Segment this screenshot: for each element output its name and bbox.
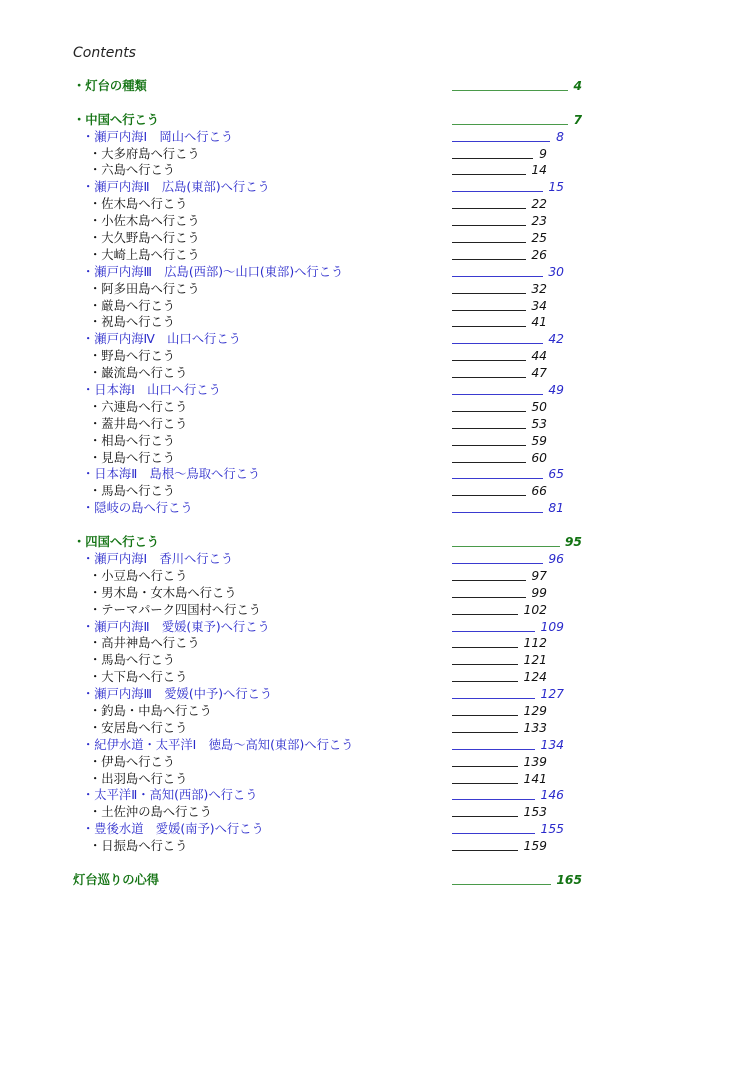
leader-line	[452, 766, 518, 767]
toc-item[interactable]	[0, 568, 755, 585]
toc-item[interactable]	[0, 314, 755, 331]
leader-line	[452, 360, 526, 361]
toc-entry-label: 灯台巡りの心得	[73, 872, 160, 887]
toc-page-number: 32	[531, 281, 547, 296]
toc-page-number: 109	[540, 619, 564, 634]
leader-line	[452, 242, 526, 243]
toc-page-number: 112	[523, 636, 547, 651]
toc-entry-label: ・隠岐の島へ行こう	[82, 501, 193, 516]
toc-item[interactable]	[0, 281, 755, 298]
toc-item[interactable]	[0, 838, 755, 855]
toc-entry-label: ・安居島へ行こう	[89, 720, 188, 735]
toc-entry-label: ・瀬戸内海Ⅱ 広島(東部)へ行こう	[82, 180, 270, 195]
toc-entry-label: ・大崎上島へ行こう	[89, 247, 200, 262]
toc-chapter[interactable]	[0, 179, 755, 196]
toc-chapter[interactable]	[0, 551, 755, 568]
leader-line	[452, 124, 568, 125]
toc-entry-label: ・釣島・中島へ行こう	[89, 703, 212, 718]
leader-line	[452, 597, 526, 598]
leader-line	[452, 208, 526, 209]
leader-line	[452, 158, 533, 159]
leader-line	[452, 715, 518, 716]
toc-page-number: 129	[523, 703, 547, 718]
toc-item[interactable]	[0, 771, 755, 788]
toc-page-number: 59	[531, 433, 547, 448]
toc-chapter[interactable]	[0, 264, 755, 281]
toc-page-number: 146	[540, 788, 564, 803]
toc-page-number: 50	[531, 399, 547, 414]
toc-entry-label: ・相島へ行こう	[89, 433, 176, 448]
toc-entry-label: ・高井神島へ行こう	[89, 636, 200, 651]
toc-entry-label: ・日本海Ⅰ 山口へ行こう	[82, 383, 221, 398]
leader-line	[452, 783, 518, 784]
leader-line	[452, 445, 526, 446]
toc-item[interactable]	[0, 669, 755, 686]
toc-item[interactable]	[0, 247, 755, 264]
leader-line	[452, 749, 535, 750]
leader-line	[452, 478, 543, 479]
toc-entry-label: ・小佐木島へ行こう	[89, 214, 200, 229]
toc-item[interactable]	[0, 720, 755, 737]
toc-entry-label: ・蓋井島へ行こう	[89, 416, 188, 431]
toc-entry-label: ・小豆島へ行こう	[89, 568, 188, 583]
leader-line	[452, 377, 526, 378]
toc-entry-label: ・瀬戸内海Ⅲ 広島(西部)～山口(東部)へ行こう	[82, 264, 344, 279]
contents-heading: Contents	[73, 45, 136, 61]
toc-entry-label: ・男木島・女木島へ行こう	[89, 585, 237, 600]
toc-page-number: 66	[531, 484, 547, 499]
toc-entry-label: ・テーマパーク四国村へ行こう	[89, 602, 262, 617]
leader-line	[452, 833, 535, 834]
section-gap	[0, 95, 755, 112]
toc-page-number: 60	[531, 450, 547, 465]
leader-line	[452, 647, 518, 648]
toc-page-number: 159	[523, 839, 547, 854]
toc-page-number: 153	[523, 805, 547, 820]
leader-line	[452, 614, 518, 615]
table-of-contents	[0, 78, 755, 889]
toc-item[interactable]	[0, 298, 755, 315]
toc-entry-label: ・佐木島へ行こう	[89, 197, 188, 212]
toc-entry-label: ・出羽島へ行こう	[89, 771, 188, 786]
toc-page-number: 134	[540, 737, 564, 752]
leader-line	[452, 326, 526, 327]
toc-entry-label: ・灯台の種類	[73, 79, 147, 93]
leader-line	[452, 664, 518, 665]
toc-item[interactable]	[0, 804, 755, 821]
toc-entry-label: ・馬島へ行こう	[89, 653, 176, 668]
toc-item[interactable]	[0, 450, 755, 467]
toc-item[interactable]	[0, 585, 755, 602]
toc-page-number: 15	[548, 180, 564, 195]
toc-item[interactable]	[0, 365, 755, 382]
toc-page-number: 141	[523, 771, 547, 786]
toc-entry-label: ・中国へ行こう	[73, 112, 160, 127]
leader-line	[452, 495, 526, 496]
section-gap	[0, 855, 755, 872]
toc-chapter[interactable]	[0, 466, 755, 483]
toc-entry-label: ・野島へ行こう	[89, 349, 176, 364]
toc-item[interactable]	[0, 635, 755, 652]
leader-line	[452, 799, 535, 800]
leader-line	[452, 141, 550, 142]
toc-entry-label: ・大多府島へ行こう	[89, 146, 200, 161]
toc-item[interactable]	[0, 602, 755, 619]
toc-entry-label: ・見島へ行こう	[89, 450, 176, 465]
toc-chapter[interactable]	[0, 686, 755, 703]
toc-page-number: 26	[531, 247, 547, 262]
toc-page-number: 102	[523, 602, 547, 617]
leader-line	[452, 293, 526, 294]
toc-page-number: 139	[523, 754, 547, 769]
toc-item[interactable]	[0, 399, 755, 416]
leader-line	[452, 631, 535, 632]
toc-chapter[interactable]	[0, 821, 755, 838]
leader-line	[452, 174, 526, 175]
toc-entry-label: ・大下島へ行こう	[89, 670, 188, 685]
section-gap	[0, 517, 755, 534]
toc-entry-label: ・瀬戸内海Ⅳ 山口へ行こう	[82, 332, 241, 347]
toc-page-number: 95	[564, 535, 582, 550]
toc-item[interactable]	[0, 146, 755, 163]
toc-page-number: 34	[531, 298, 547, 313]
toc-page-number: 7	[573, 112, 582, 127]
toc-entry-label: ・豊後水道 愛媛(南予)へ行こう	[82, 822, 264, 837]
toc-page-number: 155	[540, 822, 564, 837]
toc-page-number: 8	[556, 129, 564, 144]
toc-chapter[interactable]	[0, 619, 755, 636]
toc-chapter[interactable]	[0, 129, 755, 146]
leader-line	[452, 816, 518, 817]
toc-entry-label: ・瀬戸内海Ⅰ 香川へ行こう	[82, 551, 234, 566]
leader-line	[452, 884, 551, 885]
toc-entry-label: ・阿多田島へ行こう	[89, 281, 200, 296]
toc-page-number: 121	[523, 653, 547, 668]
toc-page-number: 97	[531, 568, 547, 583]
toc-entry-label: ・日本海Ⅱ 島根～鳥取へ行こう	[82, 467, 261, 482]
leader-line	[452, 681, 518, 682]
toc-page-number: 42	[548, 332, 564, 347]
toc-item[interactable]	[0, 213, 755, 230]
toc-item[interactable]	[0, 433, 755, 450]
leader-line	[452, 411, 526, 412]
toc-entry-label: ・土佐沖の島へ行こう	[89, 805, 212, 820]
leader-line	[452, 428, 526, 429]
leader-line	[452, 563, 543, 564]
toc-page-number: 165	[556, 872, 582, 887]
toc-item[interactable]	[0, 703, 755, 720]
leader-line	[452, 850, 518, 851]
toc-chapter[interactable]	[0, 787, 755, 804]
leader-line	[452, 546, 560, 547]
toc-section[interactable]	[0, 112, 755, 129]
toc-entry-label: ・瀬戸内海Ⅰ 岡山へ行こう	[82, 129, 234, 144]
toc-entry-label: ・日振島へ行こう	[89, 839, 188, 854]
toc-item[interactable]	[0, 754, 755, 771]
toc-page-number: 81	[548, 501, 564, 516]
toc-item[interactable]	[0, 652, 755, 669]
toc-page-number: 41	[531, 315, 547, 330]
toc-item[interactable]	[0, 348, 755, 365]
toc-section[interactable]	[0, 78, 755, 95]
toc-item[interactable]	[0, 162, 755, 179]
toc-item[interactable]	[0, 483, 755, 500]
leader-line	[452, 394, 543, 395]
leader-line	[452, 259, 526, 260]
leader-line	[452, 343, 543, 344]
toc-page-number: 65	[548, 467, 564, 482]
toc-entry-label: ・六島へ行こう	[89, 163, 176, 178]
toc-chapter[interactable]	[0, 331, 755, 348]
toc-page-number: 49	[548, 383, 564, 398]
leader-line	[452, 225, 526, 226]
toc-entry-label: ・大久野島へ行こう	[89, 231, 200, 246]
toc-entry-label: ・馬島へ行こう	[89, 484, 176, 499]
toc-entry-label: ・巌流島へ行こう	[89, 366, 188, 381]
toc-page-number: 23	[531, 214, 547, 229]
leader-line	[452, 698, 535, 699]
toc-chapter[interactable]	[0, 500, 755, 517]
toc-page-number: 133	[523, 720, 547, 735]
toc-item[interactable]	[0, 196, 755, 213]
toc-entry-label: ・四国へ行こう	[73, 535, 160, 550]
leader-line	[452, 310, 526, 311]
toc-page-number: 124	[523, 670, 547, 685]
toc-page-number: 4	[573, 79, 582, 93]
leader-line	[452, 276, 543, 277]
leader-line	[452, 512, 543, 513]
toc-section[interactable]	[0, 872, 755, 889]
toc-entry-label: ・紀伊水道・太平洋Ⅰ 徳島～高知(東部)へ行こう	[82, 737, 354, 752]
toc-entry-label: ・瀬戸内海Ⅱ 愛媛(東予)へ行こう	[82, 619, 270, 634]
leader-line	[452, 90, 568, 91]
toc-page-number: 44	[531, 349, 547, 364]
toc-page-number: 14	[531, 163, 547, 178]
toc-page-number: 9	[539, 146, 547, 161]
toc-page-number: 22	[531, 197, 547, 212]
toc-page-number: 30	[548, 264, 564, 279]
toc-page-number: 96	[548, 551, 564, 566]
toc-entry-label: ・祝島へ行こう	[89, 315, 176, 330]
toc-section[interactable]	[0, 534, 755, 551]
leader-line	[452, 191, 543, 192]
toc-entry-label: ・太平洋Ⅱ・高知(西部)へ行こう	[82, 788, 258, 803]
toc-chapter[interactable]	[0, 737, 755, 754]
toc-page-number: 127	[540, 687, 564, 702]
toc-entry-label: ・伊島へ行こう	[89, 754, 176, 769]
toc-item[interactable]	[0, 416, 755, 433]
toc-item[interactable]	[0, 230, 755, 247]
toc-page-number: 99	[531, 585, 547, 600]
leader-line	[452, 580, 526, 581]
toc-entry-label: ・瀬戸内海Ⅲ 愛媛(中予)へ行こう	[82, 687, 273, 702]
toc-page-number: 25	[531, 231, 547, 246]
leader-line	[452, 462, 526, 463]
leader-line	[452, 732, 518, 733]
toc-entry-label: ・厳島へ行こう	[89, 298, 176, 313]
toc-chapter[interactable]	[0, 382, 755, 399]
toc-page-number: 53	[531, 416, 547, 431]
toc-page-number: 47	[531, 366, 547, 381]
toc-entry-label: ・六連島へ行こう	[89, 399, 188, 414]
